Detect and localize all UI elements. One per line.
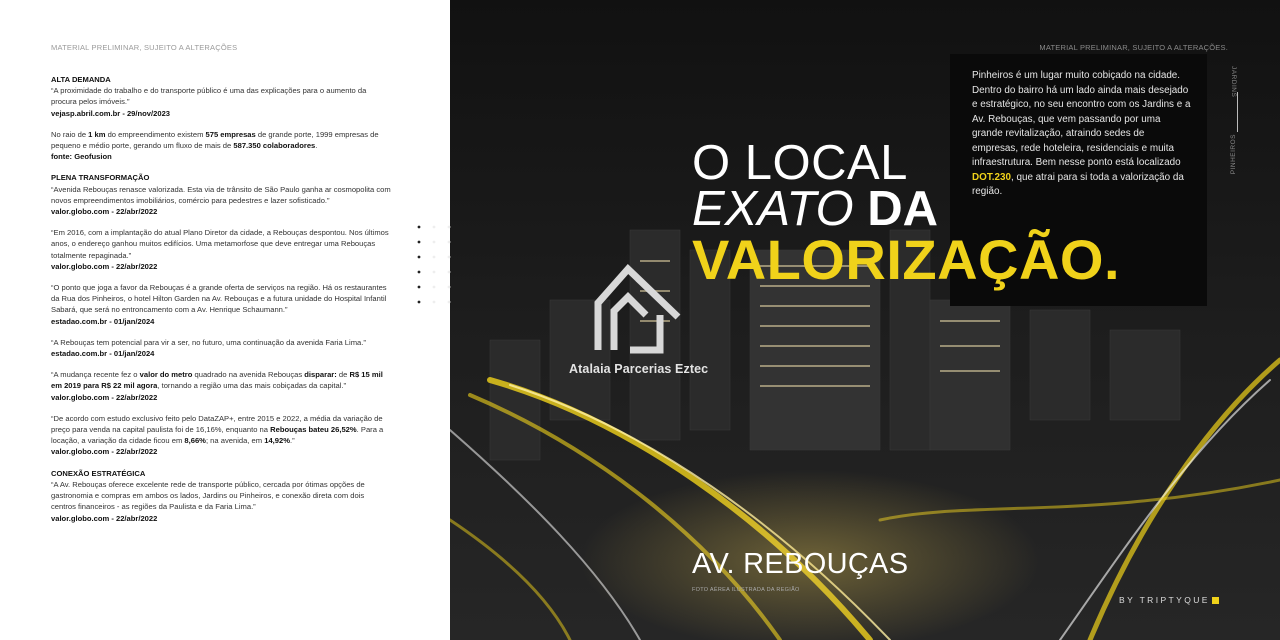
quote-source: estadao.com.br - 01/jan/2024 bbox=[51, 349, 155, 359]
quote-source: valor.globo.com - 22/abr/2022 bbox=[51, 207, 158, 217]
nav-label-pinheiros: PINHEIROS bbox=[1230, 134, 1237, 175]
quote-block bbox=[51, 227, 391, 272]
quote-source: fonte: Geofusion bbox=[51, 152, 112, 162]
bold-run: 587.350 colaboradores bbox=[233, 141, 316, 151]
headline-line2 bbox=[692, 182, 1120, 236]
stats-text bbox=[51, 129, 391, 151]
info-text-part: Pinheiros é um lugar muito cobiçado na cidade. Dentro do bairro há um lado ainda mais desejado e estratégico, no seu encontro com os Jardins e a Av. Rebouças, que vem passando por uma grande revitalização, atraindo sedes de empresas, rede hoteleira, residenciais e muita infraestrutura. Bem nesse ponto está localizado bbox=[972, 70, 1191, 168]
photo-caption: FOTO AÉREA ILUSTRADA DA REGIÃO bbox=[692, 587, 800, 593]
quote-source: valor.globo.com - 22/abr/2022 bbox=[51, 261, 158, 271]
quote-source: estadao.com.br - 01/jan/2024 bbox=[51, 316, 155, 326]
quote-text bbox=[51, 413, 391, 447]
section-heading: CONEXÃO ESTRATÉGICA bbox=[51, 468, 146, 478]
text-run: de grande porte, 1999 empresas de pequeno e médio porte, gerando um fluxo de mais de bbox=[51, 129, 379, 151]
quote-block bbox=[51, 282, 391, 327]
accent-square-icon bbox=[1212, 597, 1219, 604]
bold-run: 8,66% bbox=[184, 436, 206, 446]
text-run: “A mudança recente fez o bbox=[51, 370, 140, 380]
stats-block bbox=[51, 129, 391, 163]
text-run: de bbox=[336, 370, 350, 380]
bold-run: 14,92% bbox=[264, 436, 290, 446]
quote-block-datazap bbox=[51, 413, 391, 458]
quote-source: valor.globo.com - 22/abr/2022 bbox=[51, 447, 158, 457]
headline bbox=[692, 136, 1121, 291]
text-run: do empreendimento existem bbox=[105, 129, 206, 139]
quotes-column bbox=[51, 74, 391, 534]
quote-block-connection bbox=[51, 468, 391, 524]
avenue-title: AV. REBOUÇAS bbox=[692, 548, 909, 580]
bold-run: Rebouças bateu 26,52% bbox=[270, 425, 357, 435]
section-heading: ALTA DEMANDA bbox=[51, 75, 111, 84]
text-run: quadrado na avenida Rebouças bbox=[192, 370, 305, 380]
bold-run: disparar: bbox=[304, 370, 337, 380]
bold-run: R$ 15 mil em 2019 para R$ 22 mil agora bbox=[51, 370, 383, 391]
text-run: “De acordo com estudo exclusivo feito pelo DataZAP+, entre 2015 e 2022, a média da variação de preço para venda na capital paulista foi de 16,16%, enquanto na bbox=[51, 413, 383, 435]
dot-grid-decoration bbox=[414, 222, 464, 312]
by-credit-text: BY TRIPTYQUE bbox=[1119, 595, 1210, 605]
quote-text: “Em 2016, com a implantação do atual Plano Diretor da cidade, a Rebouças despontou. Nos últimos anos, o endereço ganhou muitos edifícios. Uma metamorfose que deve entregar uma Rebouças totalmente repaginada.” bbox=[51, 228, 389, 260]
text-run: No raio de bbox=[51, 129, 89, 139]
quote-text bbox=[51, 369, 391, 391]
quote-block-demand bbox=[51, 74, 391, 119]
headline-line1: O LOCAL bbox=[692, 136, 908, 190]
left-page bbox=[0, 0, 450, 640]
project-highlight: DOT.230 bbox=[972, 171, 1011, 183]
text-run: . Para a locação, a variação da cidade ficou em bbox=[51, 425, 384, 446]
bold-run: 575 empresas bbox=[205, 129, 256, 139]
quote-block bbox=[51, 337, 391, 359]
headline-italic: EXATO bbox=[692, 182, 854, 236]
info-text-part: , que atrai para si toda a valorização da região. bbox=[972, 171, 1184, 197]
bold-run: 1 km bbox=[88, 129, 106, 139]
nav-label-jardins: JARDINS bbox=[1230, 66, 1237, 98]
quote-text: “Avenida Rebouças renasce valorizada. Esta via de trânsito de São Paulo ganha ar cosmopolita com novos empreendimentos imobiliários, comércio para pedestres e lazer sofisticado.” bbox=[51, 184, 391, 205]
watermark-text: Atalaia Parcerias Eztec bbox=[569, 362, 709, 376]
side-nav bbox=[1228, 50, 1250, 175]
disclaimer-right: MATERIAL PRELIMINAR, SUJEITO A ALTERAÇÕES. bbox=[1039, 43, 1228, 52]
quote-text: “A proximidade do trabalho e do transporte público é uma das explicações para o aumento da procura pelos imóveis.” bbox=[51, 86, 367, 107]
quote-source: vejasp.abril.com.br - 29/nov/2023 bbox=[51, 108, 171, 118]
headline-bold: DA bbox=[853, 182, 938, 236]
quote-text: “A Av. Rebouças oferece excelente rede de transporte público, cercada por ótimas opções de gastronomia e compras em ambos os lados, Jardins ou Pinheiros, e conexão direta com dois centros financeiros - as regiões da Paulista e da Faria Lima.” bbox=[51, 479, 365, 512]
quote-source: valor.globo.com - 22/abr/2022 bbox=[51, 392, 158, 402]
headline-line3: VALORIZAÇÃO. bbox=[692, 228, 1121, 291]
text-run: . bbox=[315, 141, 318, 151]
text-run: .” bbox=[289, 436, 295, 446]
quote-text: “O ponto que joga a favor da Rebouças é a grande oferta de serviços na região. Há os restaurantes da Rua dos Pinheiros, o hotel Hilton Garden na Av. Rebouças e a futura unidade do Hospital Infantil Sabará, que será no entroncamento com a Av. Henrique Schaumann.” bbox=[51, 283, 387, 315]
text-run: ; na avenida, em bbox=[205, 436, 265, 446]
text-run: , tornando a região uma das mais cobiçadas da capital.” bbox=[157, 381, 347, 391]
quote-text: “A Rebouças tem potencial para vir a ser, no futuro, uma continuação da avenida Faria Lima.” bbox=[51, 337, 366, 347]
bold-run: valor do metro bbox=[139, 370, 193, 380]
quote-block-transformation bbox=[51, 172, 391, 217]
disclaimer-left: MATERIAL PRELIMINAR, SUJEITO A ALTERAÇÕES bbox=[51, 43, 238, 52]
section-heading: PLENA TRANSFORMAÇÃO bbox=[51, 173, 150, 183]
nav-divider bbox=[1237, 92, 1238, 132]
by-credit bbox=[1119, 595, 1219, 605]
quote-source: valor.globo.com - 22/abr/2022 bbox=[51, 513, 158, 523]
quote-block-price bbox=[51, 369, 391, 403]
